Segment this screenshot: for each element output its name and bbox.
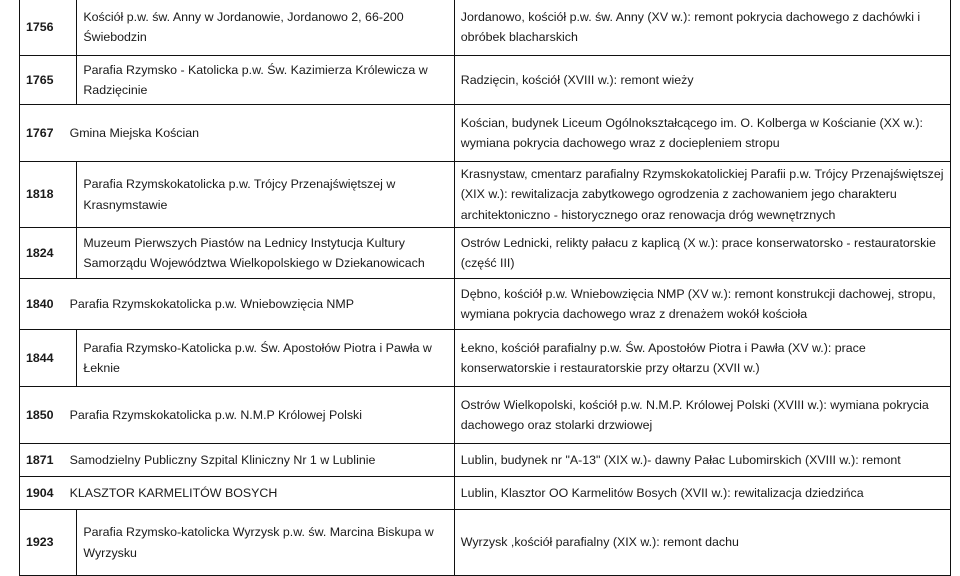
table-row (20, 279, 951, 330)
beneficiary-cell: Kościół p.w. św. Anny w Jordanowie, Jordanowo 2, 66-200 Świebodzin (77, 0, 454, 56)
object-description-cell: Dębno, kościół p.w. Wniebowzięcia NMP (XV w.): remont konstrukcji dachowej, stropu, wymiana pokrycia dachowego wraz z drenażem wokół kościoła (454, 279, 950, 330)
object-description-cell: Lublin, Klasztor OO Karmelitów Bosych (XVII w.): rewitalizacja dziedzińca (454, 477, 950, 510)
object-description-cell: Ostrów Lednicki, relikty pałacu z kaplicą (X w.): prace konserwatorsko - restauratorskie (część III) (454, 228, 950, 279)
beneficiary-cell: Parafia Rzymskokatolicka p.w. Wniebowzięcia NMP (69, 296, 354, 311)
table-row (20, 387, 951, 444)
table-row (20, 330, 951, 387)
beneficiary-cell: Parafia Rzymsko-Katolicka p.w. Św. Apostołów Piotra i Pawła w Łeknie (77, 330, 454, 387)
object-description-cell: Ostrów Wielkopolski, kościół p.w. N.M.P. Królowej Polski (XVIII w.): wymiana pokrycia dachowego oraz stolarki drzwiowej (454, 387, 950, 444)
table-row (20, 228, 951, 279)
table-row (20, 477, 951, 510)
application-number: 1756 (20, 0, 77, 56)
application-number: 1904 KLASZTOR KARMELITÓW BOSYCH (20, 477, 455, 510)
object-description-cell: Jordanowo, kościół p.w. św. Anny (XV w.): remont pokrycia dachowego z dachówki i obróbek blacharskich (454, 0, 950, 56)
beneficiary-cell: Parafia Rzymsko-katolicka Wyrzysk p.w. św. Marcina Biskupa w Wyrzysku (77, 510, 454, 576)
beneficiary-cell: Gmina Miejska Kościan (69, 125, 200, 140)
application-number: 1818 (20, 162, 77, 228)
application-number: 1765 (20, 56, 77, 105)
beneficiary-cell: Samodzielny Publiczny Szpital Kliniczny Nr 1 w Lublinie (69, 452, 376, 467)
object-description-cell: Kościan, budynek Liceum Ogólnokształcącego im. O. Kolberga w Kościanie (XX w.): wymiana pokrycia dachowego wraz z dociepleniem stropu (454, 105, 950, 162)
application-number: 1824 (20, 228, 77, 279)
table-row (20, 56, 951, 105)
table-row (20, 105, 951, 162)
application-number: 1923 (20, 510, 77, 576)
grants-table (19, 0, 951, 576)
application-number: 1850 Parafia Rzymskokatolicka p.w. N.M.P Królowej Polski (20, 387, 455, 444)
application-number: 1871 Samodzielny Publiczny Szpital Kliniczny Nr 1 w Lublinie (20, 444, 455, 477)
application-number: 1844 (20, 330, 77, 387)
table-row (20, 444, 951, 477)
application-number: 1767 Gmina Miejska Kościan (20, 105, 455, 162)
beneficiary-cell: Muzeum Pierwszych Piastów na Lednicy Instytucja Kultury Samorządu Województwa Wielkopolskiego w Dziekanowicach (77, 228, 454, 279)
table-row (20, 0, 951, 56)
object-description-cell: Wyrzysk ,kościół parafialny (XIX w.): remont dachu (454, 510, 950, 576)
application-number: 1840 Parafia Rzymskokatolicka p.w. Wniebowzięcia NMP (20, 279, 455, 330)
table-row (20, 162, 951, 228)
beneficiary-cell: Parafia Rzymsko - Katolicka p.w. Św. Kazimierza Królewicza w Radzięcinie (77, 56, 454, 105)
object-description-cell: Łekno, kościół parafialny p.w. Św. Apostołów Piotra i Pawła (XV w.): prace konserwatorskie i restauratorskie przy ołtarzu (XVII w.) (454, 330, 950, 387)
table-row (20, 510, 951, 576)
beneficiary-cell: Parafia Rzymskokatolicka p.w. N.M.P Królowej Polski (69, 407, 363, 422)
object-description-cell: Radzięcin, kościół (XVIII w.): remont wieży (454, 56, 950, 105)
beneficiary-cell: KLASZTOR KARMELITÓW BOSYCH (69, 485, 278, 500)
object-description-cell: Lublin, budynek nr "A-13" (XIX w.)- dawny Pałac Lubomirskich (XVIII w.): remont (454, 444, 950, 477)
object-description-cell: Krasnystaw, cmentarz parafialny Rzymskokatolickiej Parafii p.w. Trójcy Przenajświętszej (XIX w.): rewitalizacja zabytkowego ogrodzenia z zachowaniem jego charakteru architektoniczno - historycznego oraz renowacja dróg wewnętrznych (454, 162, 950, 228)
beneficiary-cell: Parafia Rzymskokatolicka p.w. Trójcy Przenajświętszej w Krasnymstawie (77, 162, 454, 228)
